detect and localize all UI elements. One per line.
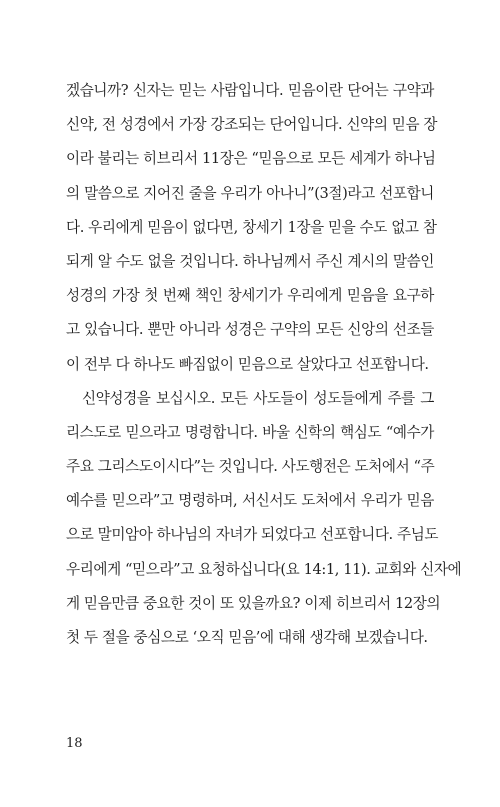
text-line: 주요 그리스도이시다”는 것입니다. 사도행전은 도처에서 “주 [66, 458, 435, 476]
text-line: 겠습니까? 신자는 믿는 사람입니다. 믿음이란 단어는 구약과 [66, 82, 434, 99]
text-line: 고 있습니다. 뿐만 아니라 성경은 구약의 모든 신앙의 선조들 [66, 321, 434, 339]
text-line: 되게 알 수도 없을 것입니다. 하나님께서 주신 계시의 말씀인 [66, 252, 434, 270]
text-line: 성경의 가장 첫 번째 책인 창세기가 우리에게 믿음을 요구하 [66, 287, 434, 305]
paragraph-2 [66, 382, 462, 656]
text-line: 첫 두 절을 중심으로 ‘오직 믿음’에 대해 생각해 보겠습니다. [66, 629, 428, 646]
paragraph-1 [66, 74, 438, 382]
text-line: 이라 불리는 히브리서 11장은 “믿음으로 모든 세계가 하나님 [66, 150, 436, 168]
text-line: 으로 말미암아 하나님의 자녀가 되었다고 선포합니다. 주님도 [66, 526, 439, 544]
text-line: 신약, 전 성경에서 가장 강조되는 단어입니다. 신약의 믿음 장 [66, 116, 438, 134]
text-line: 신약성경을 보십시오. 모든 사도들이 성도들에게 주를 그 [82, 389, 434, 407]
text-line: 다. 우리에게 믿음이 없다면, 창세기 1장을 믿을 수도 없고 참 [66, 218, 437, 236]
text-line: 이 전부 다 하나도 빠짐없이 믿음으로 살았다고 선포합니다. [66, 355, 429, 373]
text-line: 우리에게 “믿으라”고 요청하십니다(요 14:1, 11). 교회와 신자에 [66, 560, 462, 578]
page-number: 18 [66, 736, 83, 751]
text-line: 게 믿음만큼 중요한 것이 또 있을까요? 이제 히브리서 12장의 [66, 594, 441, 612]
text-line: 예수를 믿으라”고 명령하며, 서신서도 도처에서 우리가 믿음 [66, 492, 434, 510]
text-line: 의 말씀으로 지어진 줄을 우리가 아나니”(3절)라고 선포합니 [66, 184, 434, 202]
text-line: 리스도로 믿으라고 명령합니다. 바울 신학의 핵심도 “예수가 [66, 423, 434, 441]
body-text [66, 74, 462, 655]
